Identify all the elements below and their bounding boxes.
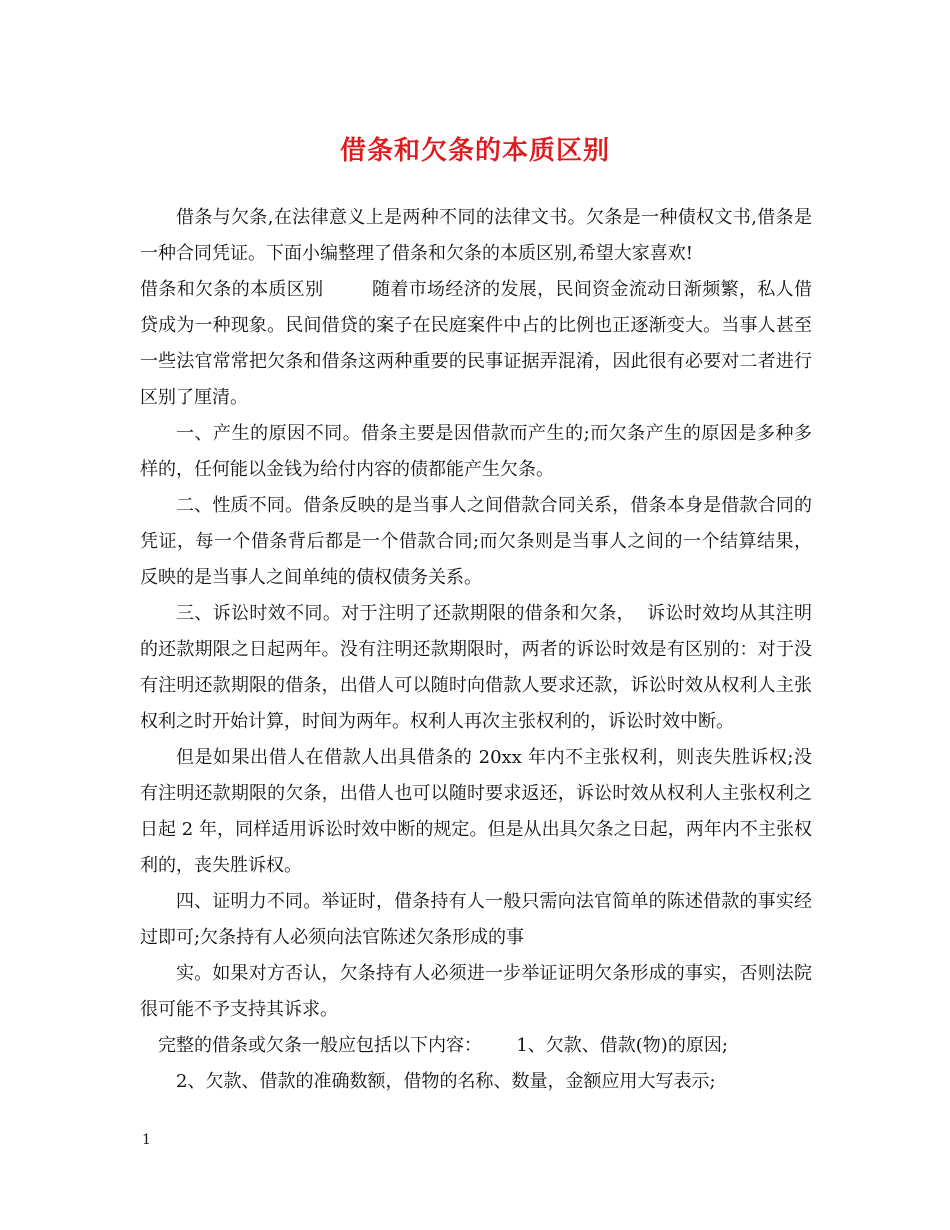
paragraph-point-1: 一、产生的原因不同。借条主要是因借款而产生的;而欠条产生的原因是多种多样的，任何能以金钱为给付内容的债都能产生欠条。 — [140, 423, 812, 480]
paragraph-contents-item-2: 2、欠款、借款的准确数额，借物的名称、数量，金额应用大写表示; — [176, 1071, 716, 1092]
paragraph-contents-intro: 完整的借条或欠条一般应包括以下内容： 1、欠款、借款(物)的原因; — [158, 1035, 728, 1056]
document-title: 借条和欠条的本质区别 — [339, 136, 610, 166]
page-number: 1 — [142, 1132, 151, 1148]
paragraph-overview: 借条和欠条的本质区别 随着市场经济的发展，民间资金流动日渐频繁，私人借贷成为一种现象。民间借贷的案子在民庭案件中占的比例也正逐渐变大。当事人甚至一些法官常常把欠条和借条这两种重要的民事证据弄混淆，因此很有必要对二者进行区别了厘清。 — [140, 279, 812, 408]
paragraph-intro: 借条与欠条,在法律意义上是两种不同的法律文书。欠条是一种债权文书,借条是一种合同凭证。下面小编整理了借条和欠条的本质区别,希望大家喜欢! — [140, 207, 812, 264]
paragraph-point-3: 三、诉讼时效不同。对于注明了还款期限的借条和欠条， 诉讼时效均从其注明的还款期限之日起两年。没有注明还款期限时，两者的诉讼时效是有区别的：对于没有注明还款期限的借条，出借人可以随时向借款人要求还款，诉讼时效从权利人主张权利之时开始计算，时间为两年。权利人再次主张权利的，诉讼时效中断。 — [140, 603, 812, 732]
paragraph-point-2: 二、性质不同。借条反映的是当事人之间借款合同关系，借条本身是借款合同的凭证，每一个借条背后都是一个借款合同;而欠条则是当事人之间的一个结算结果，反映的是当事人之间单纯的债权债务关系。 — [140, 495, 812, 588]
paragraph-point-3-cont: 但是如果出借人在借款人出具借条的 20xx 年内不主张权利，则丧失胜诉权;没有注明还款期限的欠条，出借人也可以随时要求返还，诉讼时效从权利人主张权利之日起 2 年，同样适用诉讼时效中断的规定。但是从出具欠条之日起，两年内不主张权利的，丧失胜诉权。 — [140, 747, 812, 876]
document-body — [140, 200, 812, 1100]
paragraph-point-4: 四、证明力不同。举证时，借条持有人一般只需向法官简单的陈述借款的事实经过即可;欠条持有人必须向法官陈述欠条形成的事 — [140, 891, 812, 948]
paragraph-point-4-cont: 实。如果对方否认，欠条持有人必须进一步举证证明欠条形成的事实，否则法院很可能不予支持其诉求。 — [140, 963, 812, 1020]
